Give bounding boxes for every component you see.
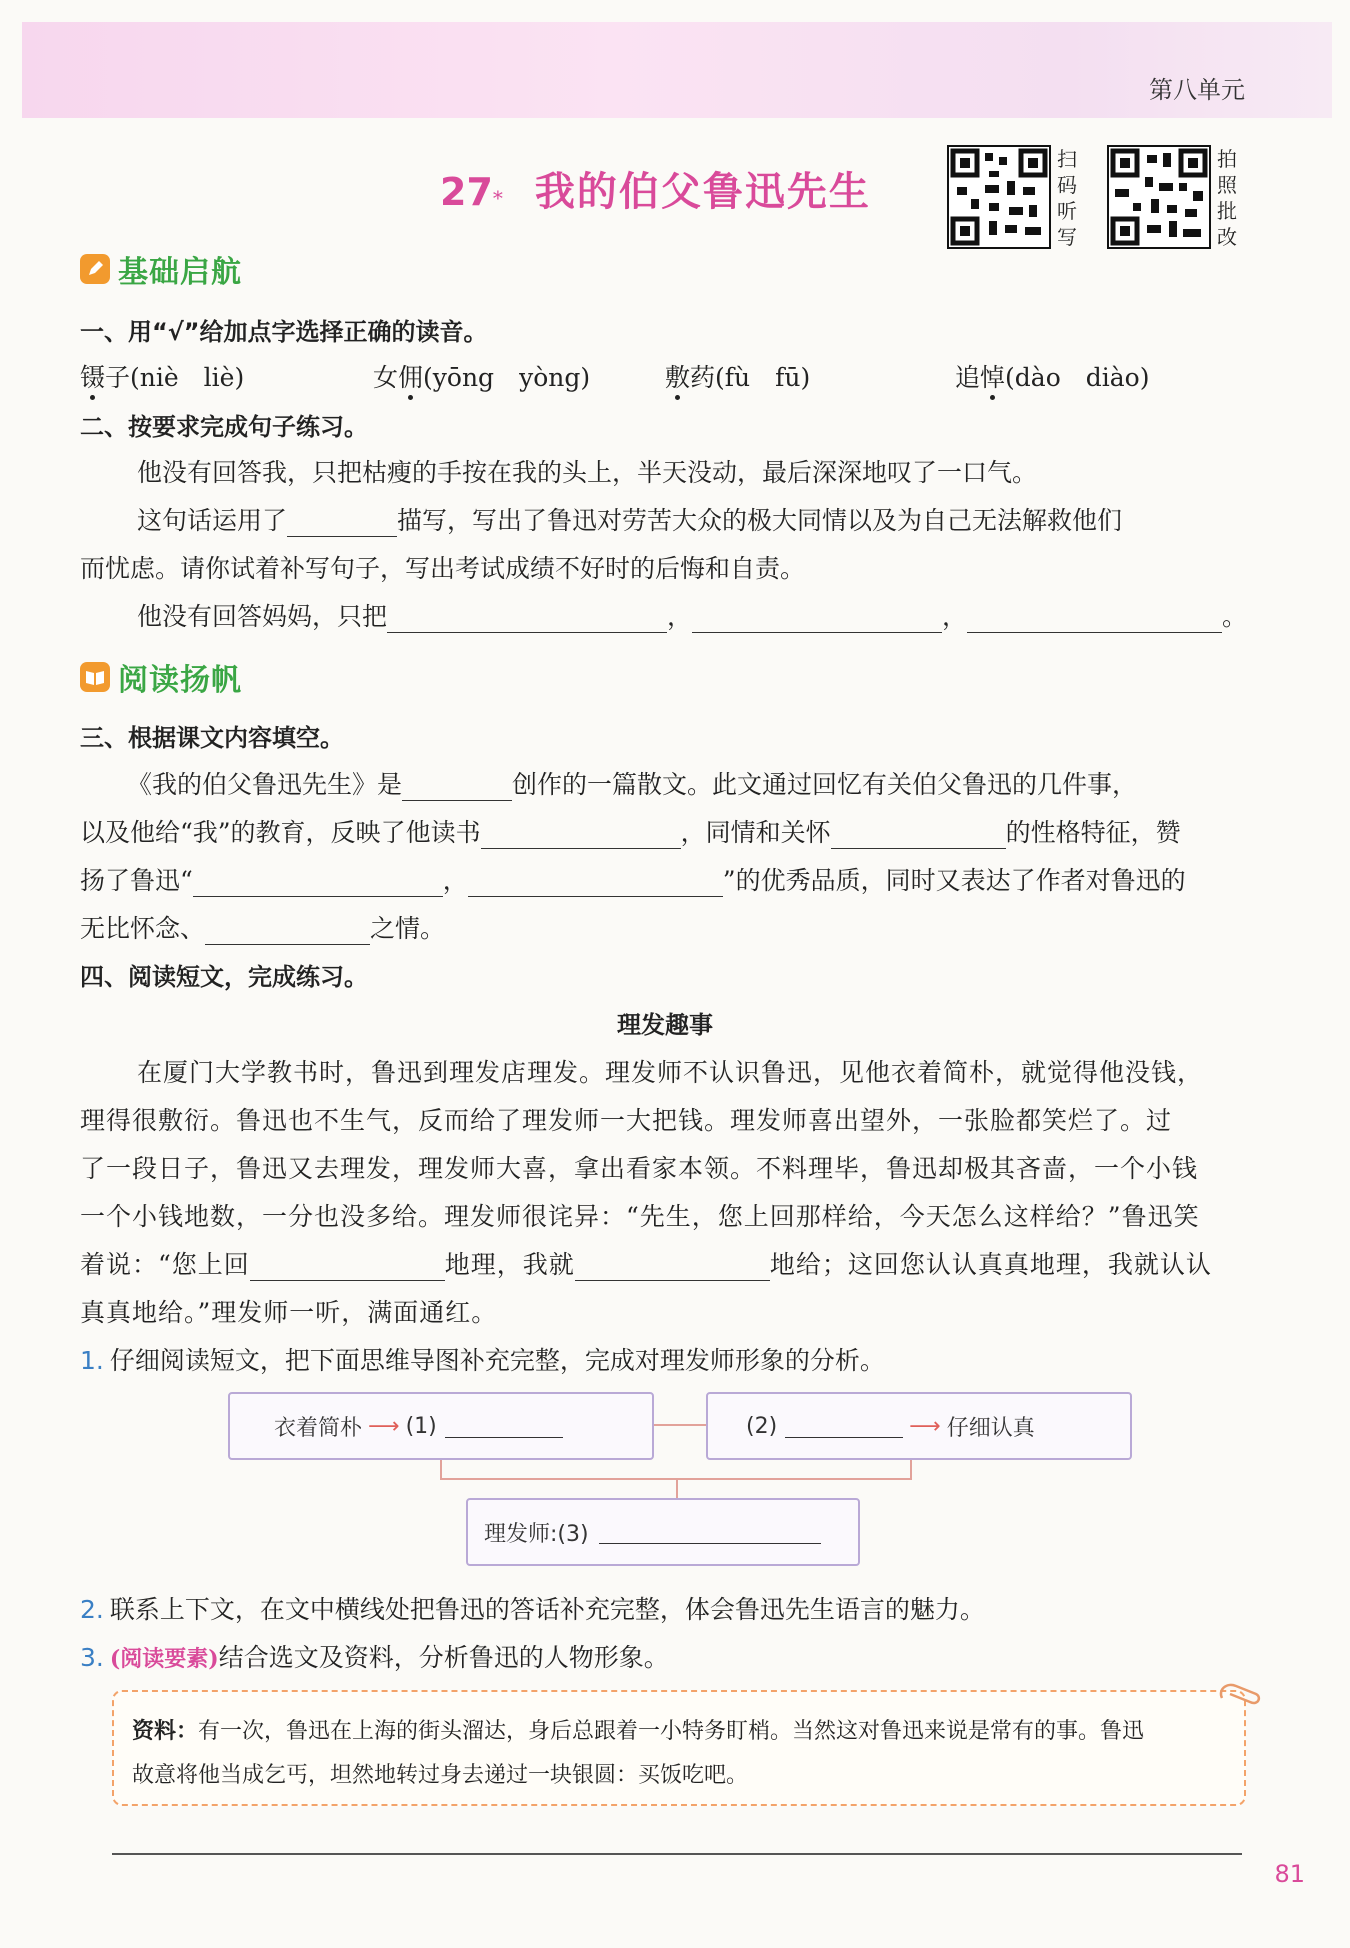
text: ， xyxy=(942,602,968,631)
text: 地给；这回您认认真真地理，我就认认 xyxy=(769,1250,1212,1279)
text: ， xyxy=(442,866,468,895)
task-1 xyxy=(80,1341,885,1377)
text: 地理，我就 xyxy=(444,1250,575,1279)
answer-blank[interactable] xyxy=(250,1252,445,1281)
qr-caption-char: 改 xyxy=(1217,225,1237,249)
question-2-line-2 xyxy=(137,501,1122,537)
mindmap-connector xyxy=(676,1478,678,1498)
qr-caption-char: 扫 xyxy=(1057,147,1077,171)
mindmap-text: 衣着简朴 xyxy=(274,1415,363,1441)
pinyin-options[interactable]: 药(fù fū) xyxy=(690,363,811,392)
dotted-character: 敷 xyxy=(665,363,691,392)
text: 描写，写出了鲁迅对劳苦大众的极大同情以及为自己无法解救他们 xyxy=(397,506,1123,535)
answer-blank[interactable] xyxy=(785,1415,903,1438)
answer-blank[interactable] xyxy=(205,916,370,945)
answer-blank[interactable] xyxy=(831,820,1006,849)
task-text: 仔细阅读短文，把下面思维导图补充完整，完成对理发师形象的分析。 xyxy=(109,1346,885,1375)
section-basic-header xyxy=(80,247,242,291)
answer-blank[interactable] xyxy=(193,868,443,897)
mindmap-right-box xyxy=(706,1392,1132,1460)
mindmap-connector xyxy=(440,1458,442,1478)
question-1-heading: 一、用“√”给加点字选择正确的读音。 xyxy=(80,318,488,346)
pinyin-item-3 xyxy=(665,358,810,394)
mindmap-text: 理发师:(3) xyxy=(484,1521,589,1547)
mindmap-text: (1) xyxy=(405,1413,437,1439)
dotted-character: 佣 xyxy=(398,363,424,392)
passage-line-4: 一个小钱地数，一分也没多给。理发师很诧异：“先生，您上回那样给，今天怎么这样给？”鲁迅笑 xyxy=(80,1202,1200,1231)
text: 以及他给“我”的教育，反映了他读书 xyxy=(80,818,481,847)
section-reading-header xyxy=(80,655,242,699)
mindmap-connector xyxy=(910,1458,912,1478)
answer-line[interactable] xyxy=(112,1853,1242,1855)
question-2-line-3: 而忧虑。请你试着补写句子，写出考试成绩不好时的后悔和自责。 xyxy=(80,554,806,583)
passage-line-1: 在厦门大学教书时，鲁迅到理发店理发。理发师不认识鲁迅，见他衣着简朴，就觉得他没钱， xyxy=(137,1058,1204,1087)
text: ”的优秀品质，同时又表达了作者对鲁迅的 xyxy=(722,866,1186,895)
resource-box xyxy=(112,1690,1246,1806)
answer-blank[interactable] xyxy=(599,1521,821,1544)
question-3-line-2 xyxy=(80,813,1181,849)
text: 着说：“您上回 xyxy=(80,1250,250,1279)
qr-caption-char: 听 xyxy=(1057,199,1077,223)
lesson-title-row xyxy=(440,160,871,217)
answer-blank[interactable] xyxy=(468,868,723,897)
task-3 xyxy=(80,1638,669,1674)
resource-line: 有一次，鲁迅在上海的街头溜达，身后总跟着一小特务盯梢。当然这对鲁迅来说是常有的事。鲁迅 xyxy=(198,1719,1145,1744)
task-text: 联系上下文，在文中横线处把鲁迅的答话补充完整，体会鲁迅先生语言的魅力。 xyxy=(109,1595,985,1624)
qr-caption-char: 写 xyxy=(1057,225,1077,249)
task-number: 2. xyxy=(80,1595,104,1624)
qr-caption-dictation xyxy=(1057,146,1083,250)
question-2-sentence: 他没有回答我，只把枯瘦的手按在我的头上，半天没动，最后深深地叹了一口气。 xyxy=(137,458,1038,487)
lesson-title: 我的伯父鲁迅先生 xyxy=(534,169,871,215)
question-4-heading: 四、阅读短文，完成练习。 xyxy=(80,963,368,991)
lesson-number: 27 xyxy=(440,170,493,214)
qr-caption-char: 拍 xyxy=(1217,147,1237,171)
character: 追 xyxy=(955,363,981,392)
unit-label: 第八单元 xyxy=(1149,76,1245,104)
character: 女 xyxy=(373,363,399,392)
passage-title: 理发趣事 xyxy=(617,1011,713,1039)
lesson-star: * xyxy=(492,186,503,210)
text: ，同情和关怀 xyxy=(680,818,831,847)
answer-blank[interactable] xyxy=(402,772,512,801)
text: 。 xyxy=(1222,602,1248,631)
passage-line-2: 理得很敷衍。鲁迅也不生气，反而给了理发师一大把钱。理发师喜出望外，一张脸都笑烂了。过 xyxy=(80,1106,1173,1135)
question-3-line-3 xyxy=(80,861,1186,897)
resource-line: 故意将他当成乞丐，坦然地转过身去递过一块银圆：买饭吃吧。 xyxy=(132,1763,749,1788)
answer-blank[interactable] xyxy=(387,604,667,633)
arrow-right-icon: ⟶ xyxy=(909,1413,941,1439)
page-number: 81 xyxy=(1274,1860,1305,1888)
mindmap-bottom-box xyxy=(466,1498,860,1566)
text: 无比怀念、 xyxy=(80,914,206,943)
question-3-line-4 xyxy=(80,909,445,945)
reading-element-tag: (阅读要素) xyxy=(109,1646,219,1672)
passage-line-5 xyxy=(80,1245,1212,1281)
qr-code-dictation[interactable] xyxy=(947,145,1051,249)
section-basic-title: 基础启航 xyxy=(118,255,242,290)
task-text: 结合选文及资料，分析鲁迅的人物形象。 xyxy=(218,1643,669,1672)
arrow-right-icon: ⟶ xyxy=(368,1413,400,1439)
question-3-line-1 xyxy=(127,765,1137,801)
passage-line-3: 了一段日子，鲁迅又去理发，理发师大喜，拿出看家本领。不料理毕，鲁迅却极其吝啬，一个小钱 xyxy=(80,1154,1199,1183)
text: 《我的伯父鲁迅先生》是 xyxy=(127,770,403,799)
paperclip-icon xyxy=(1216,1678,1262,1708)
text: 扬了鲁迅“ xyxy=(80,866,193,895)
answer-blank[interactable] xyxy=(575,1252,770,1281)
mindmap-text: 仔细认真 xyxy=(946,1415,1035,1441)
qr-caption-correction xyxy=(1217,146,1243,250)
pinyin-options[interactable]: (dào diào) xyxy=(1005,363,1150,392)
resource-label: 资料： xyxy=(132,1719,199,1744)
qr-caption-char: 批 xyxy=(1217,199,1237,223)
qr-pattern-icon xyxy=(1109,147,1209,247)
text: 之情。 xyxy=(370,914,446,943)
task-number: 1. xyxy=(80,1346,104,1375)
mindmap-left-box xyxy=(228,1392,654,1460)
pinyin-options[interactable]: 子(niè liè) xyxy=(105,363,245,392)
answer-blank[interactable] xyxy=(967,604,1222,633)
pinyin-item-2 xyxy=(373,358,590,394)
mindmap-text: (2) xyxy=(746,1413,778,1439)
passage-line-6: 真真地给。”理发师一听，满面通红。 xyxy=(80,1298,498,1327)
text: 的性格特征，赞 xyxy=(1005,818,1181,847)
book-icon xyxy=(80,662,110,692)
qr-pattern-icon xyxy=(949,147,1049,247)
qr-caption-char: 码 xyxy=(1057,173,1077,197)
answer-blank[interactable] xyxy=(692,604,942,633)
question-2-heading: 二、按要求完成句子练习。 xyxy=(80,413,368,441)
task-2 xyxy=(80,1590,985,1626)
mindmap-connector xyxy=(650,1424,706,1426)
answer-blank[interactable] xyxy=(481,820,681,849)
section-reading-title: 阅读扬帆 xyxy=(118,663,242,698)
answer-blank[interactable] xyxy=(287,508,397,537)
pinyin-item-4 xyxy=(955,358,1149,394)
pencil-icon xyxy=(80,254,110,284)
answer-blank[interactable] xyxy=(445,1415,563,1438)
text: 这句话运用了 xyxy=(137,506,288,535)
pinyin-options[interactable]: (yōng yòng) xyxy=(423,363,591,392)
text: 他没有回答妈妈，只把 xyxy=(137,602,388,631)
header-band xyxy=(22,22,1332,118)
resource-text xyxy=(132,1710,1144,1798)
qr-caption-char: 照 xyxy=(1217,173,1237,197)
question-2-line-4 xyxy=(137,597,1247,633)
text: 创作的一篇散文。此文通过回忆有关伯父鲁迅的几件事， xyxy=(512,770,1138,799)
text: ， xyxy=(667,602,693,631)
pinyin-item-1 xyxy=(80,358,244,394)
task-number: 3. xyxy=(80,1643,104,1672)
question-3-heading: 三、根据课文内容填空。 xyxy=(80,724,344,752)
qr-code-correction[interactable] xyxy=(1107,145,1211,249)
dotted-character: 镊 xyxy=(80,363,106,392)
dotted-character: 悼 xyxy=(980,363,1006,392)
